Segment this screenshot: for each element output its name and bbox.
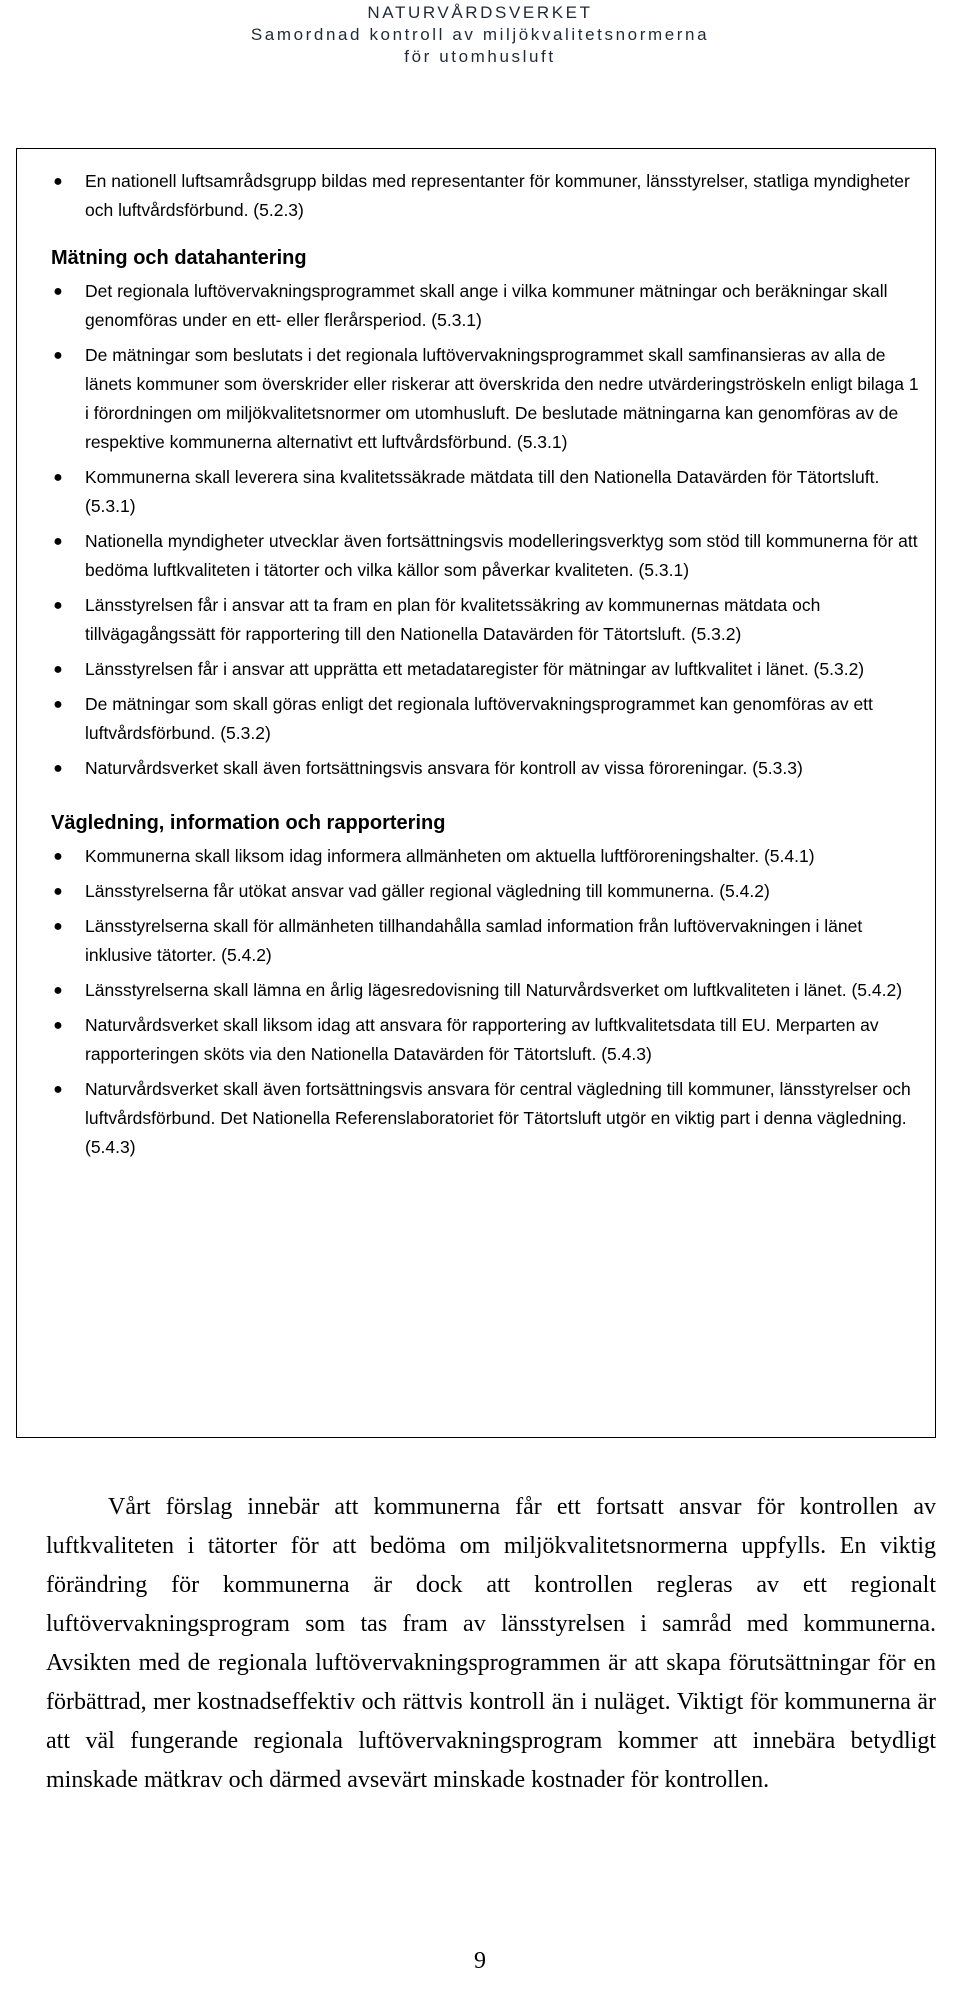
- bullet-icon: ●: [53, 283, 63, 300]
- section-title-matning: Mätning och datahantering: [51, 247, 307, 269]
- bullet-icon: ●: [53, 848, 63, 865]
- list-item-text: Det regionala luftövervakningsprogrammet skall ange i vilka kommuner mätningar och beräkningar skall genomföras under en ett- eller flerårsperiod. (5.3.1): [85, 281, 888, 330]
- list-item: [51, 877, 925, 906]
- list-item: [51, 463, 925, 521]
- vagledning-list: [51, 842, 925, 1162]
- bullet-icon: ●: [53, 173, 63, 190]
- bullet-icon: ●: [53, 760, 63, 777]
- bullet-icon: ●: [53, 883, 63, 900]
- list-item-text: De mätningar som skall göras enligt det regionala luftövervakningsprogrammet kan genomföras av ett luftvårdsförbund. (5.3.2): [85, 694, 873, 743]
- list-item: [51, 655, 925, 684]
- list-item: [51, 1011, 925, 1069]
- list-item: [51, 527, 925, 585]
- list-item: [51, 277, 925, 335]
- list-item: [51, 341, 925, 457]
- list-item-text: Naturvårdsverket skall även fortsättningsvis ansvara för kontroll av vissa föroreningar. (5.3.3): [85, 758, 803, 778]
- list-item: [51, 1075, 925, 1162]
- matning-list: [51, 277, 925, 783]
- header-org-name: NATURVÅRDSVERKET: [367, 3, 593, 22]
- bullet-icon: ●: [53, 597, 63, 614]
- list-item: [51, 591, 925, 649]
- list-item-text: Länsstyrelserna får utökat ansvar vad gäller regional vägledning till kommunerna. (5.4.2): [85, 881, 770, 901]
- list-item: [51, 754, 925, 783]
- list-item-text: De mätningar som beslutats i det regionala luftövervakningsprogrammet skall samfinansieras av alla de länets kommuner som överskrider eller riskerar att överskrida den nedre utvärderingströskeln enligt bilaga 1 i förordningen om miljökvalitetsnormer om utomhusluft. De beslutade mätningarna kan genomföras av de respektive kommunerna alternativt ett luftvårdsförbund. (5.3.1): [85, 345, 919, 452]
- bullet-icon: ●: [53, 469, 63, 486]
- header-report-subtitle: för utomhusluft: [404, 47, 556, 66]
- body-paragraph: Vårt förslag innebär att kommunerna får ett fortsatt ansvar för kontrollen av luftkvaliteten i tätorter för att bedöma om miljökvalitetsnormerna uppfylls. En viktig förändring för kommunerna är dock att kontrollen regleras av ett regionalt luftövervakningsprogram som tas fram av länsstyrelsen i samråd med kommunerna. Avsikten med de regionala luftövervakningsprogrammen är att skapa förutsättningar för en förbättrad, mer kostnadseffektiv och rättvis kontroll än i nuläget. Viktigt för kommunerna är att väl fungerande regionala luftövervakningsprogram kommer att innebära betydligt minskade mätkrav och därmed avsevärt minskade kostnader för kontrollen.: [46, 1494, 936, 1793]
- list-item-text: Länsstyrelserna skall lämna en årlig lägesredovisning till Naturvårdsverket om luftkvaliteten i länet. (5.4.2): [85, 980, 903, 1000]
- intro-list: [51, 167, 925, 225]
- bullet-icon: ●: [53, 1017, 63, 1034]
- bullet-icon: ●: [53, 1081, 63, 1098]
- document-header: [0, 2, 960, 68]
- list-item-text: Nationella myndigheter utvecklar även fortsättningsvis modelleringsverktyg som stöd till kommunerna för att bedöma luftkvaliteten i tätorter och vilka källor som påverkar kvaliteten. (5.3.1): [85, 531, 918, 580]
- page-number: 9: [474, 1948, 486, 1974]
- bullet-icon: ●: [53, 533, 63, 550]
- list-item-text: Länsstyrelsen får i ansvar att ta fram en plan för kvalitetssäkring av kommunernas mätdata och tillvägagångssätt för rapportering till den Nationella Datavärden för Tätortsluft. (5.3.2): [85, 595, 821, 644]
- list-item-text: Naturvårdsverket skall även fortsättningsvis ansvara för central vägledning till kommuner, länsstyrelser och luftvårdsförbund. Det Nationella Referenslaboratoriet för Tätortsluft utgör en viktig part i denna vägledning. (5.4.3): [85, 1079, 911, 1157]
- section-title-vagledning: Vägledning, information och rapportering: [51, 812, 446, 834]
- list-item-text: Länsstyrelserna skall för allmänheten tillhandahålla samlad information från luftövervakningen i länet inklusive tätorter. (5.4.2): [85, 916, 863, 965]
- list-item-text: Länsstyrelsen får i ansvar att upprätta ett metadataregister för mätningar av luftkvalitet i länet. (5.3.2): [85, 659, 865, 679]
- bullet-icon: ●: [53, 696, 63, 713]
- list-item-text: En nationell luftsamrådsgrupp bildas med representanter för kommuner, länsstyrelser, statliga myndigheter och luftvårdsförbund. (5.2.3): [85, 171, 910, 220]
- bullet-icon: ●: [53, 982, 63, 999]
- header-report-title: Samordnad kontroll av miljökvalitetsnormerna: [250, 25, 710, 44]
- summary-box: [16, 148, 936, 1438]
- bullet-icon: ●: [53, 918, 63, 935]
- list-item: [51, 976, 925, 1005]
- list-item-text: Kommunerna skall leverera sina kvalitetssäkrade mätdata till den Nationella Datavärden för Tätortsluft. (5.3.1): [85, 467, 880, 516]
- summary-content: [51, 167, 925, 1168]
- bullet-icon: ●: [53, 661, 63, 678]
- list-item: [51, 167, 925, 225]
- bullet-icon: ●: [53, 347, 63, 364]
- list-item: [51, 842, 925, 871]
- list-item: [51, 912, 925, 970]
- list-item-text: Kommunerna skall liksom idag informera allmänheten om aktuella luftföroreningshalter. (5.4.1): [85, 846, 815, 866]
- list-item-text: Naturvårdsverket skall liksom idag att ansvara för rapportering av luftkvalitetsdata till EU. Merparten av rapporteringen sköts via den Nationella Datavärden för Tätortsluft. (5.4.3): [85, 1015, 879, 1064]
- list-item: [51, 690, 925, 748]
